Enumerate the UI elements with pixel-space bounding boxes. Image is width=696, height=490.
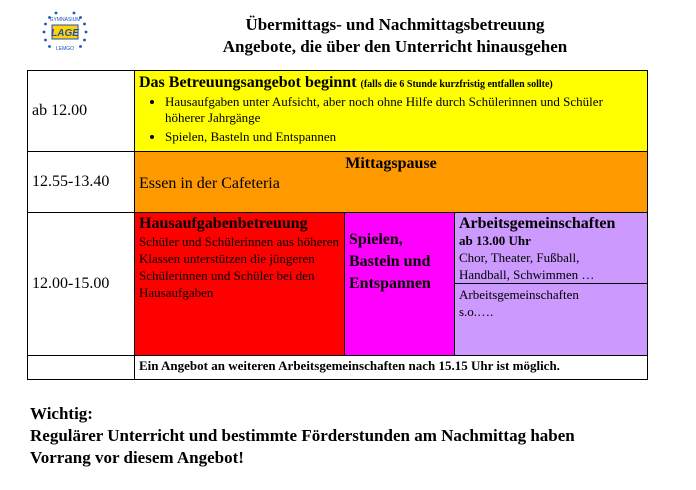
ag-more-cell	[455, 284, 648, 356]
schedule-table	[27, 70, 648, 380]
play-text: Spielen, Basteln und Entspannen	[349, 231, 431, 292]
homework-text: Schüler und Schülerinnen aus höheren Klassen unterstützen die jüngeren Schülerinnen und Schüler bei den Hausaufgaben	[139, 234, 340, 300]
row-footer	[28, 356, 648, 380]
start-heading: Das Betreuungsangebot beginnt (falls die 6 Stunde kurzfristig entfallen sollte)	[139, 74, 553, 91]
footer-text: Ein Angebot an weiteren Arbeitsgemeinschaften nach 15.15 Uhr ist möglich.	[135, 356, 648, 380]
ag-more-1: Arbeitsgemeinschaften	[459, 287, 579, 302]
important-note	[30, 403, 575, 469]
ag-cell	[455, 213, 648, 284]
time-afternoon: 12.00-15.00	[28, 213, 135, 356]
time-start: ab 12.00	[28, 71, 135, 152]
lunch-text: Essen in der Cafeteria	[139, 175, 280, 192]
svg-text:LEMGO: LEMGO	[55, 46, 75, 52]
svg-text:LAGE: LAGE	[51, 28, 79, 39]
ag-text-2: Handball, Schwimmen …	[459, 267, 595, 282]
row-afternoon	[28, 213, 648, 284]
svg-text:GYMNASIUM: GYMNASIUM	[49, 17, 81, 23]
play-cell	[345, 213, 455, 356]
school-logo	[36, 8, 94, 58]
ag-subtitle: ab 13.00 Uhr	[459, 233, 531, 248]
note-line-1: Wichtig:	[30, 404, 93, 423]
ag-title: Arbeitsgemeinschaften	[459, 215, 616, 232]
footer-empty-cell	[28, 356, 135, 380]
row-lunch	[28, 152, 648, 213]
title-line-2: Angebote, die über den Unterricht hinausgehen	[222, 37, 568, 56]
list-item: • Hausaufgaben unter Aufsicht, aber noch ohne Hilfe durch Schülerinnen und Schüler höherer Jahrgänge	[165, 94, 643, 126]
start-cell	[135, 71, 648, 152]
row-start	[28, 71, 648, 152]
ag-text-1: Chor, Theater, Fußball,	[459, 250, 580, 265]
page-title	[160, 14, 630, 58]
note-line-2: Regulärer Unterricht und bestimmte Förderstunden am Nachmittag haben	[30, 426, 575, 445]
homework-cell	[135, 213, 345, 356]
time-lunch: 12.55-13.40	[28, 152, 135, 213]
start-heading-note: (falls die 6 Stunde kurzfristig entfallen sollte)	[360, 79, 553, 90]
title-line-1: Übermittags- und Nachmittagsbetreuung	[245, 15, 545, 34]
lunch-heading: Mittagspause	[345, 155, 437, 172]
homework-title: Hausaufgabenbetreuung	[139, 215, 308, 232]
lunch-cell	[135, 152, 648, 213]
note-line-3: Vorrang vor diesem Angebot!	[30, 448, 244, 467]
ag-more-2: s.o.….	[459, 304, 494, 319]
start-list	[135, 94, 647, 145]
list-item: • Spielen, Basteln und Entspannen	[165, 129, 643, 145]
